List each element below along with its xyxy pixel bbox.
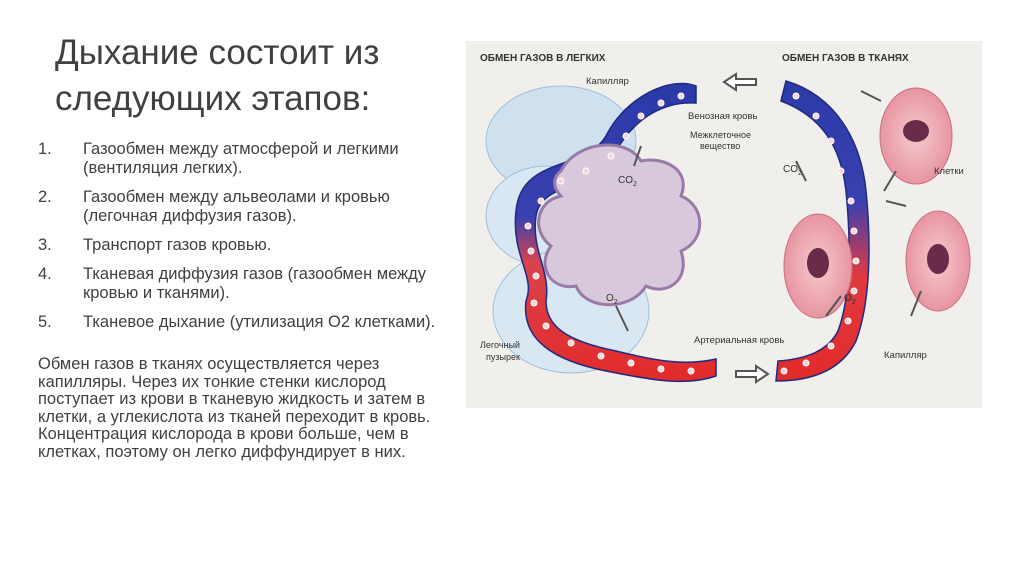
- alveolus-cavity: [539, 145, 700, 305]
- label-o2-lung: $O_2$: [606, 293, 618, 306]
- list-item: [38, 236, 438, 255]
- label-o2-tissue: $O_2$: [844, 293, 856, 306]
- list-item: [38, 265, 438, 303]
- list-number: 5.: [38, 313, 52, 331]
- label-capillary-top: Капилляр: [586, 76, 629, 87]
- list-item: [38, 313, 438, 332]
- flow-arrow-icon: [724, 74, 756, 90]
- label-co2-tissue: $CO_2$: [783, 164, 802, 177]
- label-co2-lung: $CO_2$: [618, 175, 637, 188]
- list-text: Транспорт газов кровью.: [83, 236, 272, 254]
- tissue-cells: [784, 88, 970, 318]
- list-number: 3.: [38, 236, 52, 254]
- heading-lungs: ОБМЕН ГАЗОВ В ЛЕГКИХ: [480, 53, 606, 64]
- label-capillary-bottom: Капилляр: [884, 350, 927, 361]
- label-alveolus-2: пузырек: [486, 352, 520, 362]
- flow-arrow-icon: [736, 366, 768, 382]
- list-number: 1.: [38, 140, 52, 158]
- list-text: Тканевое дыхание (утилизация О2 клетками).: [83, 313, 436, 331]
- label-alveolus-1: Легочный: [480, 340, 520, 350]
- list-text: Тканевая диффузия газов (газообмен между кровью и тканями).: [83, 265, 427, 302]
- list-number: 2.: [38, 188, 52, 206]
- list-number: 4.: [38, 265, 52, 283]
- slide-title: Дыхание состоит из следующих этапов:: [55, 33, 380, 118]
- label-intercellular-2: вещество: [700, 141, 741, 151]
- label-intercellular-1: Межклеточное: [690, 130, 752, 140]
- gas-exchange-diagram: [466, 41, 982, 408]
- label-venous-blood: Венозная кровь: [688, 111, 758, 122]
- list-item: [38, 140, 438, 178]
- gas-exchange-figure: [466, 41, 982, 408]
- stages-list: [38, 140, 438, 342]
- label-arterial-blood: Артериальная кровь: [694, 335, 785, 346]
- heading-tissues: ОБМЕН ГАЗОВ В ТКАНЯХ: [782, 53, 909, 64]
- body-paragraph: Обмен газов в тканях осуществляется через капилляры. Через их тонкие стенки кислород поступает из крови в тканевую жидкость и затем в клетки, а углекислота из тканей переходит в кровь. Концентрация кислорода в крови больше, чем в клетках, поэтому он легко диффундирует в них.: [38, 355, 431, 461]
- label-cells: Клетки: [934, 166, 964, 177]
- list-text: Газообмен между атмосферой и легкими (вентиляция легких).: [83, 140, 399, 177]
- list-item: [38, 188, 438, 226]
- list-text: Газообмен между альвеолами и кровью (легочная диффузия газов).: [83, 188, 390, 225]
